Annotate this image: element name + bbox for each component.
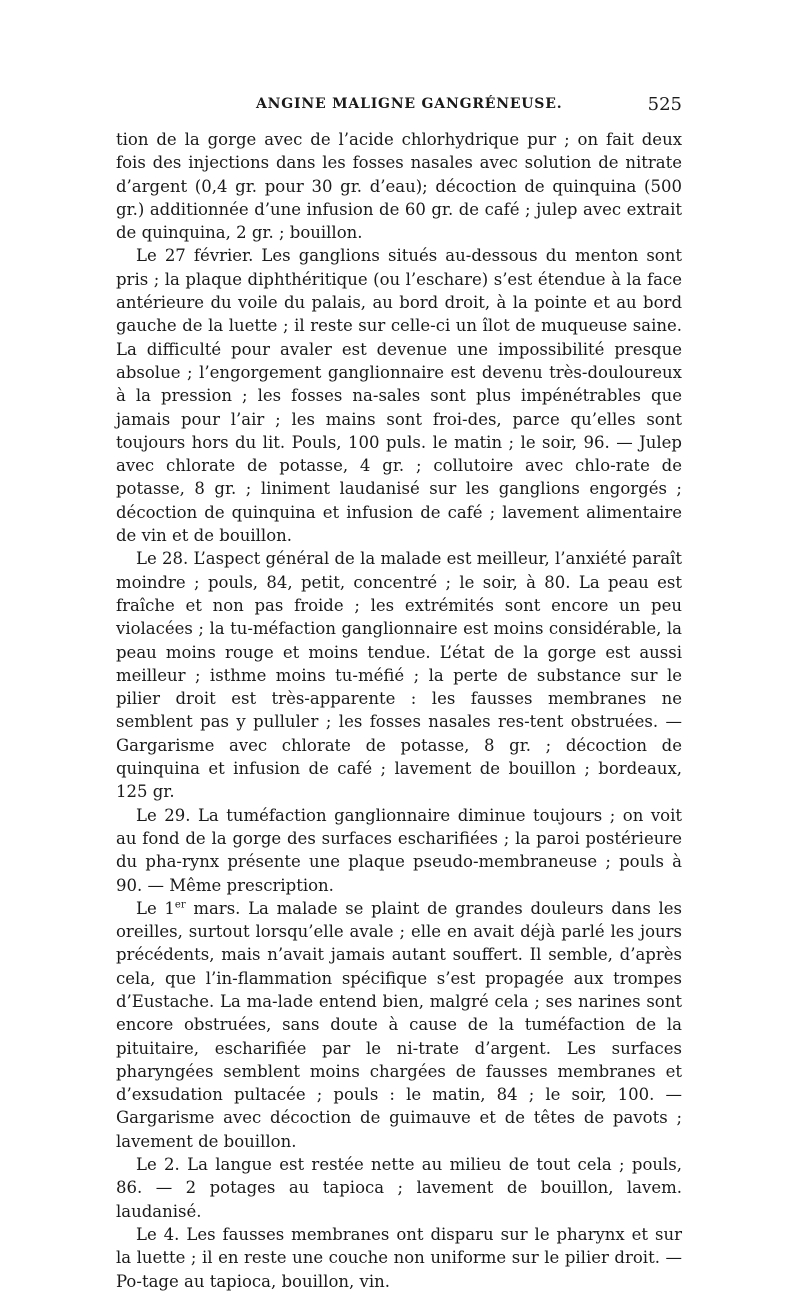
paragraph-1er-mars-text: mars. La malade se plaint de grandes douleurs dans les oreilles, surtout lorsqu’elle avale ; elle en avait déjà parlé les jours précédents, mais n’avait jamais autant souffert. Il semble, d’après cela, que l’in-flammation spécifique s’est propagée aux trompes d’Eustache. La ma-lade entend bien, malgré cela ; ses narines sont encore obstruées, sans doute à cause de la tuméfaction de la pituitaire, escharifiée par le ni-trate d’argent. Les surfaces pharyngées semblent moins chargées de fausses membranes et d’exsudation pultacée ; pouls : le matin, 84 ; le soir, 100. — Gargarisme avec décoction de guimauve et de têtes de pavots ; lavement de bouillon. [116,898,683,1151]
page-header [116,96,682,120]
paragraph-27-fevrier: Le 27 février. Les ganglions situés au-dessous du menton sont pris ; la plaque diphthéritique (ou l’eschare) s’est étendue à la face antérieure du voile du palais, au bord droit, à la pointe et au bord gauche de la luette ; il reste sur celle-ci un îlot de muqueuse saine. La difficulté pour avaler est devenue une impossibilité presque absolue ; l’engorgement ganglionnaire est devenu très-douloureux à la pression ; les fosses na-sales sont plus impénétrables que jamais pour l’air ; les mains sont froi-des, parce qu’elles sont toujours hors du lit. Pouls, 100 puls. le matin ; le soir, 96. — Julep avec chlorate de potasse, 4 gr. ; collutoire avec chlo-rate de potasse, 8 gr. ; liniment laudanisé sur les ganglions engorgés ; décoction de quinquina et infusion de café ; lavement alimentaire de vin et de bouillon. [116,246,682,546]
running-title: ANGINE MALIGNE GANGRÉNEUSE. [256,96,563,112]
paragraph-1er-mars [116,897,682,1153]
paragraph-29: Le 29. La tuméfaction ganglionnaire diminue toujours ; on voit au fond de la gorge des surfaces escharifiées ; la paroi postérieure du pha-rynx présente une plaque pseudo-membraneuse ; pouls à 90. — Même prescription. [116,805,682,895]
paragraph-28: Le 28. L’aspect général de la malade est meilleur, l’anxiété paraît moindre ; pouls, 84, petit, concentré ; le soir, à 80. La peau est fraîche et non pas froide ; les extrémités sont encore un peu violacées ; la tu-méfaction ganglionnaire est moins considérable, la peau moins rouge et moins tendue. L’état de la gorge est aussi meilleur ; isthme moins tu-méfié ; la perte de substance sur le pilier droit est très-apparente : les fausses membranes ne semblent pas y pulluler ; les fosses nasales res-tent obstruées. — Gargarisme avec chlorate de potasse, 8 gr. ; décoction de quinquina et infusion de café ; lavement de bouillon ; bordeaux, 125 gr. [116,549,682,802]
date-superscript: er [174,899,186,911]
body-text [116,128,682,1293]
paragraph-2: Le 2. La langue est restée nette au milieu de tout cela ; pouls, 86. — 2 potages au tapioca ; lavement de bouillon, lavem. laudanisé. [116,1155,682,1221]
date-prefix: Le 1 [136,898,175,918]
paragraph-continuation: tion de la gorge avec de l’acide chlorhydrique pur ; on fait deux fois des injections dans les fosses nasales avec solution de nitrate d’argent (0,4 gr. pour 30 gr. d’eau); décoction de quinquina (500 gr.) additionnée d’une infusion de 60 gr. de café ; julep avec extrait de quinquina, 2 gr. ; bouillon. [116,130,682,243]
paragraph-4: Le 4. Les fausses membranes ont disparu sur le pharynx et sur la luette ; il en reste une couche non uniforme sur le pilier droit. — Po-tage au tapioca, bouillon, vin. [116,1224,682,1291]
page-number: 525 [647,94,682,115]
